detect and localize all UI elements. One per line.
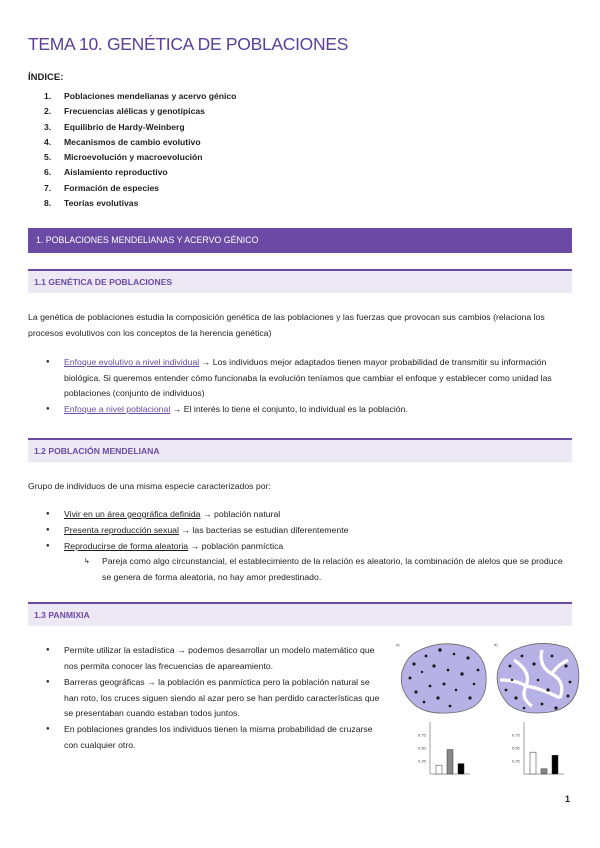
s13-bullet-1: ● Permite utilizar la estadística → podemos desarrollar un modelo matemático que nos permita conocer las frecuencias de apareamiento. bbox=[64, 643, 386, 674]
s12-bullet-3: ● Reproducirse de forma aleatoria → población panmíctica bbox=[64, 539, 569, 555]
section-1-3-heading: 1.3 PANMIXIA bbox=[28, 602, 572, 626]
s13-bullet-2: ● Barreras geográficas → la población es panmíctica pero la población natural se han roto, los cruces siguen siendo al azar pero se han perdido características que se presentaban cuando estaban todos juntos. bbox=[64, 675, 386, 722]
section-1-1-heading: 1.1 GENÉTICA DE POBLACIONES bbox=[28, 269, 572, 293]
chart-b-tick-label: 0.25 bbox=[512, 758, 520, 764]
s13-bullet-3: ● En poblaciones grandes los individuos tienen la misma probabilidad de cruzarse con cualquier otro. bbox=[64, 722, 386, 753]
page-title: TEMA 10. GENÉTICA DE POBLACIONES bbox=[28, 34, 349, 54]
figure-label-a: a) bbox=[396, 642, 400, 647]
index-item: 2. Frecuencias alélicas y genotípicas bbox=[44, 106, 205, 117]
section-1-heading: 1. POBLACIONES MENDELIANAS Y ACERVO GÉNICO bbox=[28, 228, 572, 253]
chart-a bbox=[418, 722, 470, 774]
index-item: 8. Teorías evolutivas bbox=[44, 198, 139, 209]
chart-a-tick-label: 0.75 bbox=[418, 732, 426, 738]
index-item: 7. Formación de especies bbox=[44, 182, 160, 193]
chart-b-tick-label: 0.75 bbox=[512, 732, 520, 738]
s12-intro: Grupo de individuos de una misma especie caracterizados por: bbox=[28, 481, 271, 491]
panmixia-figure bbox=[392, 636, 582, 780]
chart-a-bar bbox=[447, 750, 453, 774]
s11-bullet-2: ● Enfoque a nivel poblacional → El interés lo tiene el conjunto, lo individual es la población. bbox=[64, 402, 569, 418]
section-1-2-heading: 1.2 POBLACIÓN MENDELIANA bbox=[28, 438, 572, 462]
index-item: 1. Poblaciones mendelianas y acervo génico bbox=[44, 91, 237, 101]
s12-bullet-1: ● Vivir en un área geográfica definida → población natural bbox=[64, 507, 569, 523]
chart-b bbox=[512, 722, 564, 774]
figure-label-b: b) bbox=[494, 642, 498, 647]
s11-link-poblacional[interactable]: Enfoque a nivel poblacional bbox=[64, 404, 171, 414]
index-list bbox=[44, 89, 236, 211]
index-item: 5. Microevolución y macroevolución bbox=[44, 152, 203, 163]
s11-intro: La genética de poblaciones estudia la composición genética de las poblaciones y las fuerzas que provocan sus cambios (relaciona los procesos evolutivos con los conceptos de la herencia genética) bbox=[28, 312, 545, 338]
chart-a-tick-label: 0.50 bbox=[418, 745, 426, 751]
s12-sub-bullet: ↳ Pareja como algo circunstancial, el establecimiento de la relación es aleatorio, la combinación de alelos que se produce se genera de forma aleatoria, no hay amor predestinado. bbox=[102, 554, 574, 585]
index-item: 4. Mecanismos de cambio evolutivo bbox=[44, 136, 201, 147]
chart-a-tick-label: 0.25 bbox=[418, 758, 426, 764]
page-number: 1 bbox=[565, 794, 571, 804]
s11-link-individual[interactable]: Enfoque evolutivo a nivel individual bbox=[64, 357, 200, 367]
index-item: 6. Aislamiento reproductivo bbox=[44, 167, 168, 178]
s12-bullet-2: ● Presenta reproducción sexual → las bacterias se estudian diferentemente bbox=[64, 523, 569, 539]
chart-b-bar bbox=[530, 752, 536, 774]
chart-b-tick-label: 0.50 bbox=[512, 745, 520, 751]
chart-b-bar bbox=[541, 769, 547, 774]
chart-a-bar bbox=[436, 765, 442, 774]
index-item: 3. Equilibrio de Hardy-Weinberg bbox=[44, 121, 185, 132]
chart-b-bar bbox=[552, 755, 558, 774]
s11-bullet-1: ● Enfoque evolutivo a nivel individual → Los individuos mejor adaptados tienen mayor probabilidad de transmitir su información biológica. Si queremos entender cómo funcionaba la evolución teníamos que cambiar el enfoque y establecer como unidad las poblaciones (conjunto de individuos) bbox=[64, 355, 569, 402]
population-a-blob bbox=[401, 644, 486, 713]
chart-a-bar bbox=[458, 764, 464, 774]
index-heading: ÍNDICE: bbox=[28, 72, 64, 83]
population-b-blob bbox=[497, 643, 579, 713]
